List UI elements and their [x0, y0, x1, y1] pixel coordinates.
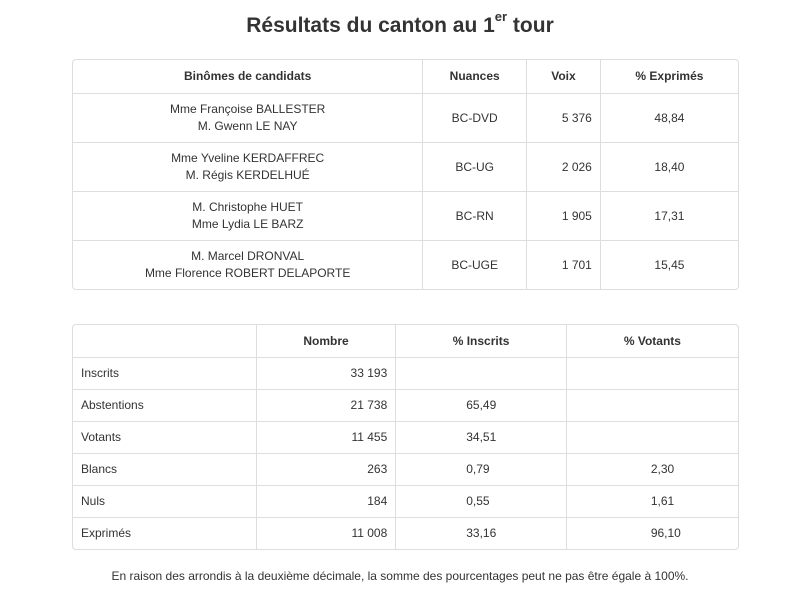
pct-inscrits-cell: 33,16 [396, 517, 567, 549]
header-pct-votants: % Votants [566, 325, 738, 357]
row-label: Blancs [73, 453, 256, 485]
table-row [73, 142, 738, 191]
candidate-names [73, 142, 423, 191]
table-row [73, 191, 738, 240]
voix-cell: 2 026 [527, 142, 601, 191]
row-label: Nuls [73, 485, 256, 517]
candidate-2: Mme Lydia LE BARZ [191, 216, 304, 231]
header-binomes: Binômes de candidats [73, 60, 423, 93]
table-row [73, 389, 738, 421]
row-label: Inscrits [73, 357, 256, 389]
header-nombre: Nombre [256, 325, 395, 357]
header-pct-inscrits: % Inscrits [396, 325, 567, 357]
candidate-1: Mme Yveline KERDAFFREC [171, 150, 325, 165]
pct-cell: 17,31 [600, 191, 738, 240]
candidate-2: Mme Florence ROBERT DELAPORTE [144, 265, 351, 280]
pct-inscrits-cell: 0,79 [396, 453, 567, 485]
header-pct-exprimes: % Exprimés [600, 60, 738, 93]
nombre-cell: 33 193 [256, 357, 395, 389]
table-row [73, 485, 738, 517]
candidate-1: M. Marcel DRONVAL [191, 248, 305, 263]
pct-cell: 18,40 [600, 142, 738, 191]
pct-inscrits-cell: 34,51 [396, 421, 567, 453]
nuance-cell: BC-UGE [423, 240, 527, 289]
candidate-names [73, 93, 423, 142]
table-header-row [73, 325, 738, 357]
candidates-table [72, 59, 739, 290]
pct-cell: 15,45 [600, 240, 738, 289]
table-row [73, 93, 738, 142]
nuance-cell: BC-DVD [423, 93, 527, 142]
nombre-cell: 21 738 [256, 389, 395, 421]
header-empty [73, 325, 256, 357]
footnote: En raison des arrondis à la deuxième décimale, la somme des pourcentages peut ne pas être égale à 100%. [111, 569, 689, 583]
row-label: Exprimés [73, 517, 256, 549]
nombre-cell: 11 455 [256, 421, 395, 453]
nuance-cell: BC-RN [423, 191, 527, 240]
table-header-row [73, 60, 738, 93]
candidate-names [73, 191, 423, 240]
row-label: Votants [73, 421, 256, 453]
summary-table [72, 324, 739, 550]
table-row [73, 240, 738, 289]
voix-cell: 1 701 [527, 240, 601, 289]
table-row [73, 517, 738, 549]
table-row [73, 357, 738, 389]
header-voix: Voix [527, 60, 601, 93]
header-nuances: Nuances [423, 60, 527, 93]
pct-inscrits-cell: 65,49 [396, 389, 567, 421]
pct-votants-cell: 2,30 [566, 453, 738, 485]
row-label: Abstentions [73, 389, 256, 421]
page-title [0, 9, 800, 38]
candidate-1: M. Christophe HUET [192, 199, 303, 214]
pct-votants-cell [566, 421, 738, 453]
pct-votants-cell [566, 357, 738, 389]
pct-votants-cell [566, 389, 738, 421]
pct-inscrits-cell [396, 357, 567, 389]
nombre-cell: 184 [256, 485, 395, 517]
title-main: Résultats du canton au 1 [246, 14, 495, 37]
voix-cell: 1 905 [527, 191, 601, 240]
table-row [73, 421, 738, 453]
voix-cell: 5 376 [527, 93, 601, 142]
title-end: tour [507, 14, 554, 37]
candidate-2: M. Gwenn LE NAY [197, 118, 298, 133]
nombre-cell: 263 [256, 453, 395, 485]
pct-votants-cell: 96,10 [566, 517, 738, 549]
candidate-1: Mme Françoise BALLESTER [169, 101, 326, 116]
nuance-cell: BC-UG [423, 142, 527, 191]
pct-cell: 48,84 [600, 93, 738, 142]
title-superscript: er [494, 9, 508, 24]
pct-votants-cell: 1,61 [566, 485, 738, 517]
candidate-names [73, 240, 423, 289]
candidate-2: M. Régis KERDELHUÉ [185, 167, 310, 182]
pct-inscrits-cell: 0,55 [396, 485, 567, 517]
table-row [73, 453, 738, 485]
nombre-cell: 11 008 [256, 517, 395, 549]
